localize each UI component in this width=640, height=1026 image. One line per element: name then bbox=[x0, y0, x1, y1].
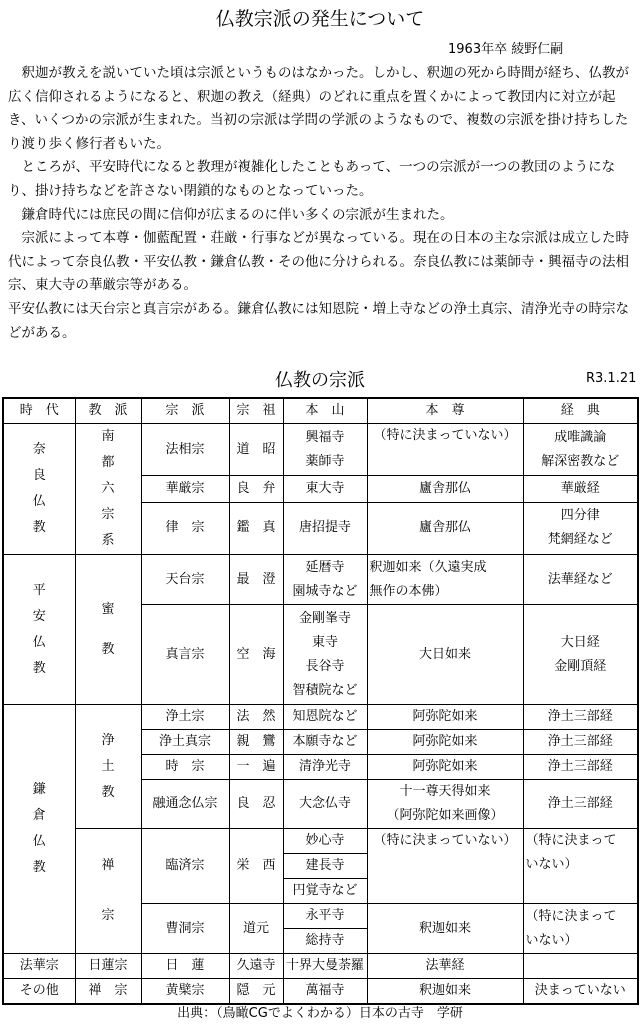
honzon-cell: （特に決まっていない） bbox=[367, 424, 523, 476]
sutra-line: 解深密教など bbox=[541, 453, 620, 469]
founder-cell: 鑑 真 bbox=[229, 502, 283, 554]
sutra-cell: 華厳経 bbox=[523, 476, 638, 502]
school-jodo bbox=[75, 705, 141, 829]
vertical-char: 安 bbox=[32, 608, 46, 624]
sect-cell: 融通念仏宗 bbox=[141, 780, 229, 829]
honzon-line: 釈迦如来（久遠実成 bbox=[369, 559, 487, 575]
sect-cell: 曹洞宗 bbox=[141, 904, 229, 954]
founder-cell: 良 弁 bbox=[229, 476, 283, 502]
honzon-cell: 釈迦如来 bbox=[367, 979, 523, 1005]
vertical-char: 仏 bbox=[32, 834, 46, 849]
intro-paragraph-5: 平安仏教には天台宗と真言宗がある。鎌倉仏教には知恩院・増上寺などの浄土真宗、清浄光寺の時宗などがある。 bbox=[8, 300, 629, 341]
vertical-char: 仏 bbox=[32, 494, 46, 509]
temple-cell: 東大寺 bbox=[283, 476, 367, 502]
sutra-cell bbox=[523, 904, 638, 954]
founder-cell: 良 忍 bbox=[229, 780, 283, 829]
temple-line: 金剛峯寺 bbox=[298, 610, 351, 626]
author-line: 1963年卒 綾野仁嗣 bbox=[448, 42, 564, 57]
honzon-cell: 阿弥陀如来 bbox=[367, 755, 523, 780]
era-kamakura bbox=[3, 705, 75, 954]
founder-cell: 隠 元 bbox=[229, 979, 283, 1005]
school-mikkyo bbox=[75, 555, 141, 705]
table-header-row bbox=[3, 398, 638, 424]
vertical-char: 六 bbox=[101, 481, 115, 496]
source-citation: 出典：（鳥瞰CGでよくわかる）日本の古寺 学研 bbox=[177, 1006, 463, 1021]
vertical-char: 南 bbox=[101, 429, 115, 444]
vertical-char: 教 bbox=[32, 520, 46, 535]
honzon-cell: （特に決まっていない） bbox=[367, 829, 523, 904]
intro-text bbox=[8, 62, 634, 345]
sect-cell: 時 宗 bbox=[141, 755, 229, 780]
sutra-cell: 浄土三部経 bbox=[523, 730, 638, 755]
school-mikkyo-label bbox=[78, 590, 139, 670]
sect-cell: 浄土真宗 bbox=[141, 730, 229, 755]
table-title: 仏教の宗派 bbox=[275, 370, 365, 391]
sutra-line: いない） bbox=[525, 857, 578, 872]
sutra-cell: 浄土三部経 bbox=[523, 755, 638, 780]
vertical-char: 仏 bbox=[32, 634, 46, 650]
vertical-char: 鎌 bbox=[32, 782, 46, 797]
table-row bbox=[3, 954, 638, 979]
vertical-char: 教 bbox=[32, 860, 46, 875]
honzon-cell bbox=[367, 780, 523, 829]
header-head-temple: 本 山 bbox=[283, 398, 367, 424]
honzon-cell: 廬舎那仏 bbox=[367, 476, 523, 502]
temple-cell: 建長寺 bbox=[283, 854, 367, 879]
vertical-char: 良 bbox=[32, 468, 46, 483]
founder-cell: 栄 西 bbox=[229, 829, 283, 904]
header-school: 教 派 bbox=[75, 398, 141, 424]
temple-cell: 総持寺 bbox=[283, 929, 367, 954]
sect-cell: 浄土宗 bbox=[141, 705, 229, 730]
school-nanto bbox=[75, 424, 141, 555]
temple-cell: 知恩院など bbox=[283, 705, 367, 730]
vertical-char: 都 bbox=[101, 455, 115, 470]
temple-line: 東寺 bbox=[311, 634, 338, 650]
sutra-cell: 浄土三部経 bbox=[523, 780, 638, 829]
era-heian bbox=[3, 555, 75, 705]
sutra-cell bbox=[523, 424, 638, 476]
sutra-line: 梵網経など bbox=[547, 532, 613, 548]
intro-paragraph-4: 宗派によって本尊・伽藍配置・荘厳・行事などが異なっている。現在の日本の主な宗派は成立した時代によって奈良仏教・平安仏教・鎌倉仏教・その他に分けられる。奈良仏教には薬師寺・興福寺の法相宗、東大寺の華厳宗等がある。 bbox=[8, 230, 629, 294]
header-sect: 宗 派 bbox=[141, 398, 229, 424]
vertical-char: 系 bbox=[101, 533, 115, 548]
sutra-line: 大日経 bbox=[560, 634, 600, 650]
sutra-line: いない） bbox=[525, 932, 578, 948]
founder-cell: 空 海 bbox=[229, 605, 283, 705]
vertical-char: 禅 bbox=[101, 858, 115, 873]
temple-cell: 久遠寺 bbox=[229, 954, 283, 979]
sutra-cell: 浄土三部経 bbox=[523, 705, 638, 730]
honzon-cell bbox=[367, 555, 523, 605]
school-jodo-label bbox=[78, 728, 139, 806]
school-hokke: 法華宗 bbox=[3, 954, 75, 979]
header-era: 時 代 bbox=[3, 398, 75, 424]
intro-paragraph-1: 釈迦が教えを説いていた頃は宗派というものはなかった。しかし、釈迦の死から時間が経ち、仏教が広く信仰されるようになると、釈迦の教え（経典）のどれに重点を置くかによって教団内に対立が起き、いくつかの宗派が生まれた。当初の宗派は学問の学派のようなもので、複数の宗派を掛け持ちしたり渡り歩く修行者もいた。 bbox=[8, 65, 629, 152]
sect-cell: 臨済宗 bbox=[141, 829, 229, 904]
vertical-char: 土 bbox=[101, 758, 115, 774]
temple-cell bbox=[283, 555, 367, 605]
sutra-cell bbox=[523, 605, 638, 705]
school-zen-label bbox=[78, 841, 139, 941]
school-zen bbox=[75, 829, 141, 954]
vertical-char: 倉 bbox=[32, 808, 46, 823]
honzon-cell: 阿弥陀如来 bbox=[367, 730, 523, 755]
honzon-line: （阿弥陀如来画像） bbox=[386, 808, 504, 823]
temple-cell: 本願寺など bbox=[283, 730, 367, 755]
sect-cell: 天台宗 bbox=[141, 555, 229, 605]
school-nanto-label bbox=[78, 424, 139, 554]
table-row bbox=[3, 555, 638, 605]
founder-cell: 道 昭 bbox=[229, 424, 283, 476]
sutra-line: 金剛頂経 bbox=[554, 658, 607, 674]
sutra-cell: 決まっていない bbox=[523, 979, 638, 1005]
temple-cell: 唐招提寺 bbox=[283, 502, 367, 554]
sutra-line: 成唯識論 bbox=[554, 429, 607, 445]
temple-cell: 円覚寺など bbox=[283, 879, 367, 904]
sects-table bbox=[2, 397, 639, 1005]
sect-cell: 真言宗 bbox=[141, 605, 229, 705]
table-row bbox=[3, 979, 638, 1005]
vertical-char: 奈 bbox=[32, 442, 46, 457]
honzon-cell: 大日如来 bbox=[367, 605, 523, 705]
table-row bbox=[3, 705, 638, 730]
vertical-char: 蜜 bbox=[101, 601, 115, 617]
era-nara bbox=[3, 424, 75, 555]
sect-cell: 華厳宗 bbox=[141, 476, 229, 502]
vertical-char: 教 bbox=[101, 641, 115, 657]
temple-line: 園城寺など bbox=[292, 583, 358, 599]
temple-cell: 萬福寺 bbox=[283, 979, 367, 1005]
temple-line: 智積院など bbox=[292, 682, 358, 698]
temple-cell bbox=[283, 605, 367, 705]
temple-cell: 清浄光寺 bbox=[283, 755, 367, 780]
founder-cell: 最 澄 bbox=[229, 555, 283, 605]
founder-cell: 道元 bbox=[229, 904, 283, 954]
honzon-line: 十一尊天得如来 bbox=[399, 784, 491, 799]
page-title: 仏教宗派の発生について bbox=[215, 8, 425, 30]
temple-line: 長谷寺 bbox=[305, 658, 345, 674]
sutra-cell: 法華経 bbox=[367, 954, 523, 979]
vertical-char: 浄 bbox=[101, 732, 115, 748]
era-kamakura-label bbox=[6, 777, 73, 881]
honzon-cell: 十界大曼荼羅 bbox=[283, 954, 367, 979]
vertical-char: 宗 bbox=[101, 908, 115, 923]
founder-cell: 法 然 bbox=[229, 705, 283, 730]
vertical-char: 宗 bbox=[101, 507, 115, 522]
era-other: その他 bbox=[3, 979, 75, 1005]
vertical-char: 教 bbox=[32, 660, 46, 676]
sect-cell: 日蓮宗 bbox=[75, 954, 141, 979]
temple-cell: 大念仏寺 bbox=[283, 780, 367, 829]
honzon-cell: 廬舎那仏 bbox=[367, 502, 523, 554]
sutra-line: （特に決まって bbox=[525, 908, 617, 924]
temple-cell bbox=[283, 424, 367, 476]
header-founder: 宗 祖 bbox=[229, 398, 283, 424]
sutra-cell: 法華経など bbox=[523, 555, 638, 605]
sect-cell: 黄檗宗 bbox=[141, 979, 229, 1005]
founder-cell: 日 蓮 bbox=[141, 954, 229, 979]
table-row bbox=[3, 829, 638, 854]
founder-cell: 親 鸞 bbox=[229, 730, 283, 755]
honzon-cell: 釈迦如来 bbox=[367, 904, 523, 954]
school-zen-other: 禅 宗 bbox=[75, 979, 141, 1005]
temple-line: 興福寺 bbox=[305, 429, 345, 445]
sutra-line: （特に決まって bbox=[525, 833, 617, 848]
temple-cell: 妙心寺 bbox=[283, 829, 367, 854]
table-row bbox=[3, 424, 638, 476]
era-heian-label bbox=[6, 578, 73, 682]
era-nara-label bbox=[6, 437, 73, 541]
sutra-cell bbox=[523, 829, 638, 904]
sutra-line: 四分律 bbox=[560, 508, 600, 524]
honzon-cell: 阿弥陀如来 bbox=[367, 705, 523, 730]
vertical-char: 教 bbox=[101, 784, 115, 800]
sutra-cell bbox=[523, 502, 638, 554]
honzon-line: 無作の本佛） bbox=[369, 583, 448, 599]
sect-cell: 法相宗 bbox=[141, 424, 229, 476]
sect-cell: 律 宗 bbox=[141, 502, 229, 554]
temple-line: 延暦寺 bbox=[305, 559, 345, 575]
intro-paragraph-2: ところが、平安時代になると教理が複雑化したこともあって、一つの宗派が一つの教団のようになり、掛け持ちなどを許さない閉鎖的なものとなっていった。 bbox=[8, 159, 616, 199]
founder-cell: 一 遍 bbox=[229, 755, 283, 780]
temple-line: 薬師寺 bbox=[305, 453, 345, 469]
vertical-char: 平 bbox=[32, 582, 46, 598]
temple-cell: 永平寺 bbox=[283, 904, 367, 929]
intro-paragraph-3: 鎌倉時代には庶民の間に信仰が広まるのに伴い多くの宗派が生まれた。 bbox=[8, 206, 454, 223]
table-date: R3.1.21 bbox=[586, 371, 637, 386]
header-sutra: 経 典 bbox=[523, 398, 638, 424]
header-honzon: 本 尊 bbox=[367, 398, 523, 424]
